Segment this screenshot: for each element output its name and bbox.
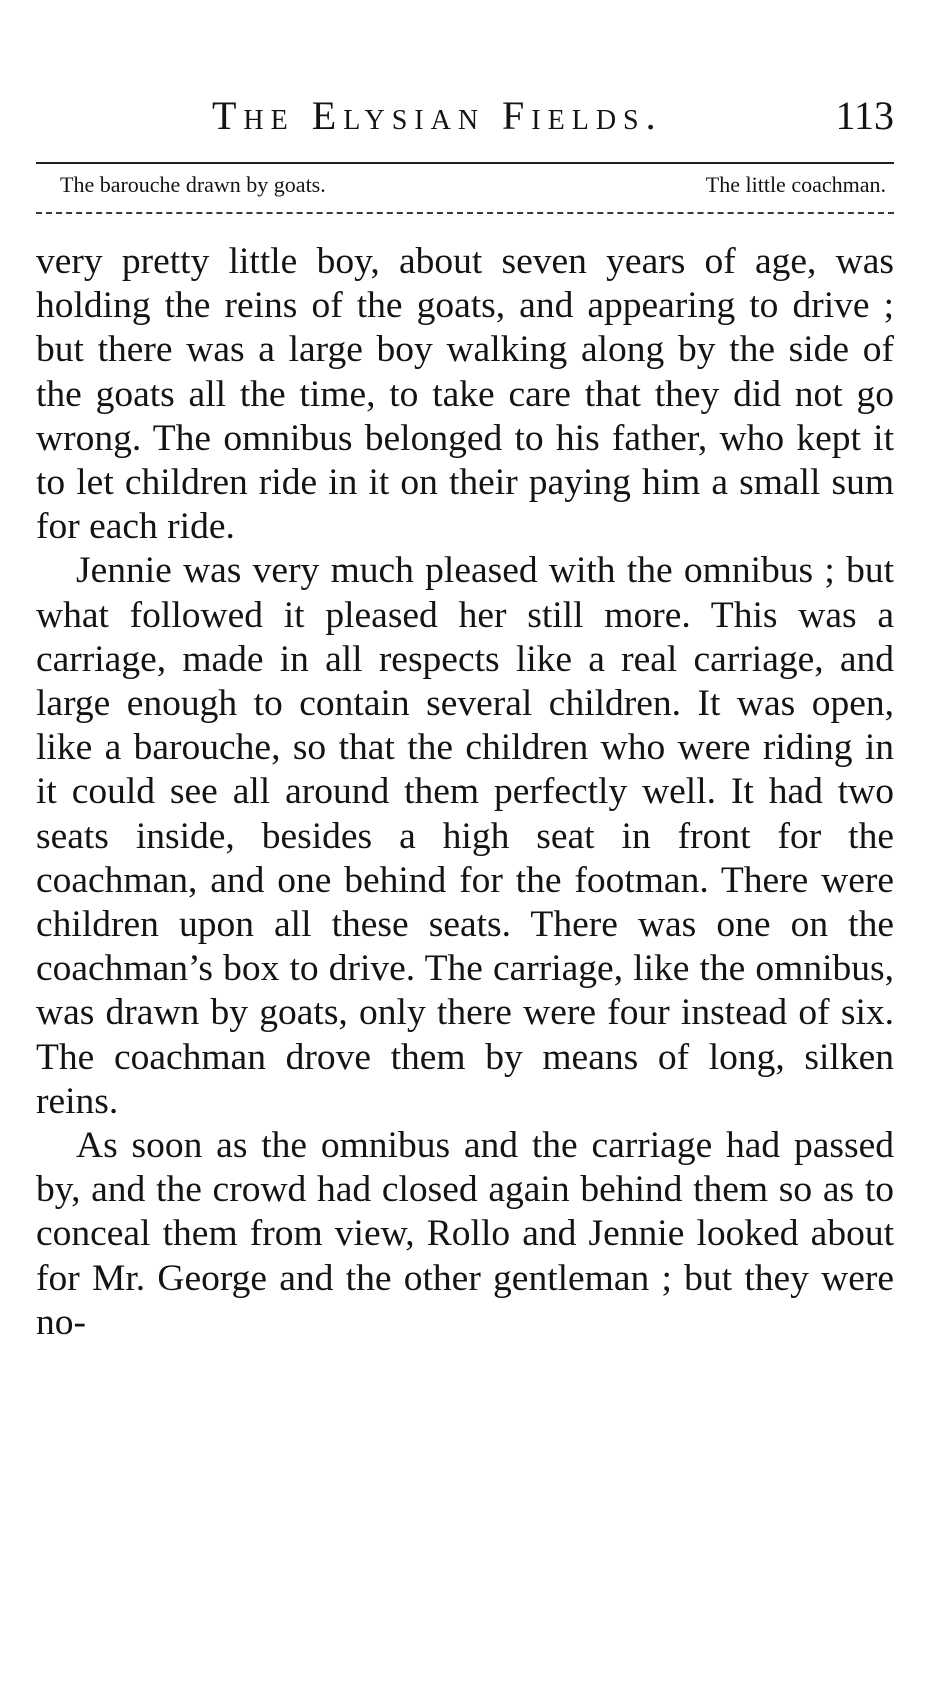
- shoulder-notes: [36, 172, 894, 202]
- page-number: 113: [835, 93, 894, 138]
- paragraph-continued: very pretty little boy, about seven years of age, was holding the reins of the goats, and appearing to drive ; but there was a large boy walking along by the side of the goats all the time, to take care that they did not go wrong. The omnibus belonged to his father, who kept it to let children ride in it on their paying him a small sum for each ride.: [36, 241, 894, 548]
- shoulder-note-right: The little coachman.: [705, 172, 886, 197]
- paragraph-jennie-pleased: Jennie was very much pleased with the omnibus ; but what followed it pleased her still more. This was a carriage, made in all respects like a real carriage, and large enough to contain several children. It was open, like a barouche, so that the children who were riding in it could see all around them perfectly well. It had two seats inside, besides a high seat in front for the coachman, and one behind for the footman. There were children upon all these seats. There was one on the coachman’s box to drive. The carriage, like the omnibus, was drawn by goats, only there were four instead of six. The coachman drove them by means of long, silken reins.: [36, 550, 894, 1122]
- shoulder-note-left: The barouche drawn by goats.: [60, 172, 326, 197]
- running-title: The Elysian Fields.: [212, 93, 663, 138]
- running-head: [36, 92, 894, 142]
- paragraph-omnibus-passed: As soon as the omnibus and the carriage had passed by, and the crowd had closed again behind them so as to conceal them from view, Rollo and Jennie looked about for Mr. George and the other gentleman ; but they were no-: [36, 1125, 894, 1343]
- body-text: [36, 240, 894, 1345]
- shoulder-rule: [36, 212, 894, 214]
- header-rule: [36, 162, 894, 164]
